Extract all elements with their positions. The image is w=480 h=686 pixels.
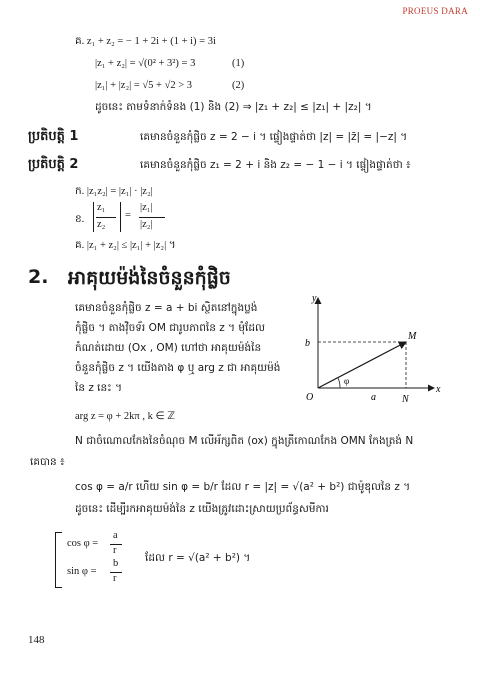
intro-line: គេមានចំនួនកុំផ្លិច z = a + bi ស្ថិតនៅក្នុងប្លង់: [75, 302, 258, 314]
sub-item-b-rhs-num: |z₁|: [140, 202, 153, 213]
a-label: a: [371, 392, 376, 403]
angle-arc: [338, 378, 340, 388]
vector-om: [318, 342, 406, 388]
angle-label: φ: [344, 376, 350, 386]
system-sin-den: r: [113, 573, 117, 584]
page-number: 148: [28, 634, 45, 646]
sum-line: គ. z₁ + z₂ = − 1 + 2i + (1 + i) = 3i: [75, 36, 216, 47]
origin-label: O: [306, 392, 314, 403]
intro-line: ចំនួនកុំផ្លិច z ។ យើងតាង φ ឬ arg z ជា អាគុយម៉ង់: [75, 362, 281, 374]
intro-line: នៃ z នេះ ។: [75, 382, 123, 394]
foot-n-label: N: [402, 394, 409, 405]
modulus-sum-line: |z₁ + z₂| = √(0² + 3²) = 3: [95, 58, 196, 69]
sub-item-b-rhs-den: |z₂|: [140, 219, 153, 230]
projection-line: គេបាន ៖: [30, 456, 65, 468]
x-axis-label: x: [436, 384, 441, 395]
sub-item-b-equals: =: [125, 210, 131, 221]
projection-line: N ជាចំណោលកែងនៃចំណុច M លើអ័ក្សពិត (ox) ក្នុងត្រីកោណកែង OMN កែងត្រង់ N: [75, 435, 414, 447]
system-brace: [55, 532, 62, 588]
exercise-1-label: ប្រតិបត្តិ 1: [28, 129, 79, 144]
conclusion-line: ដូចនេះ ដើម្បីរកអាគុយម៉ង់នៃ z យើងត្រូវដោះស្រាយប្រព័ន្ធសមីការ: [75, 503, 329, 515]
exercise-1-text: គេមានចំនួនកុំផ្លិច z = 2 − i ។ ផ្ទៀងផ្ទាត់ថា |z| = |z̄| = |−z| ។: [140, 131, 408, 143]
sub-item-a: ក. |z₁z₂| = |z₁| · |z₂|: [75, 186, 153, 197]
sub-item-b-lhs-fraction-bar: [96, 217, 116, 218]
triangle-inequality-conclusion: ដូចនេះ តាមទំនាក់ទំនង (1) និង (2) ⇒ |z₁ + z₂| ≤ |z₁| + |z₂| ។: [95, 101, 372, 113]
sub-item-b-prefix: ខ.: [75, 214, 85, 225]
system-cos-num: a: [113, 530, 118, 541]
sub-item-b-lhs-num: z₁: [97, 202, 106, 213]
intro-line: កំណត់ដោយ (Ox , OM) ហៅថា អាគុយម៉ង់នៃ: [75, 342, 262, 354]
system-cos-lhs: cos φ =: [67, 538, 99, 549]
system-cos-den: r: [113, 545, 117, 556]
system-where-clause: ដែល r = √(a² + b²) ។: [145, 552, 251, 564]
cos-sin-definition: cos φ = a/r ហើយ sin φ = b/r ដែល r = |z| = √(a² + b²) ជាម៉ូឌុលនៃ z ។: [75, 481, 411, 493]
equation-number-2: (2): [232, 80, 245, 91]
system-sin-lhs: sin φ =: [67, 566, 97, 577]
system-sin-num: b: [113, 558, 119, 569]
sub-item-b-rhs-fraction-bar: [139, 217, 165, 218]
b-label: b: [305, 338, 310, 349]
point-m-label: M: [408, 331, 417, 342]
sub-item-c: គ. |z₁ + z₂| ≤ |z₁| + |z₂| ។: [75, 240, 176, 251]
header-brand: PROEUS DARA: [402, 6, 468, 16]
argument-diagram: [278, 290, 448, 420]
sub-item-b-lhs-den: z₂: [97, 219, 106, 230]
exercise-2-label: ប្រតិបត្តិ 2: [28, 157, 79, 172]
y-axis-label: y: [312, 293, 317, 304]
equation-number-1: (1): [232, 58, 245, 69]
intro-line: កុំផ្លិច ។ តាងវ៉ិចទ័រ OM ជារូបភាពនៃ z ។ មុំដែល: [75, 322, 266, 334]
sum-modulus-line: |z₁| + |z₂| = √5 + √2 > 3: [95, 80, 193, 91]
section-title: អាគុយម៉ង់នៃចំនួនកុំផ្លិច: [68, 267, 231, 289]
arg-formula: arg z = φ + 2kπ , k ∈ ℤ: [75, 411, 176, 422]
exercise-2-text: គេមានចំនួនកុំផ្លិច z₁ = 2 + i និង z₂ = − 1 − i ។ ផ្ទៀងផ្ទាត់ថា ៖: [140, 159, 411, 171]
section-number: 2.: [28, 266, 49, 288]
